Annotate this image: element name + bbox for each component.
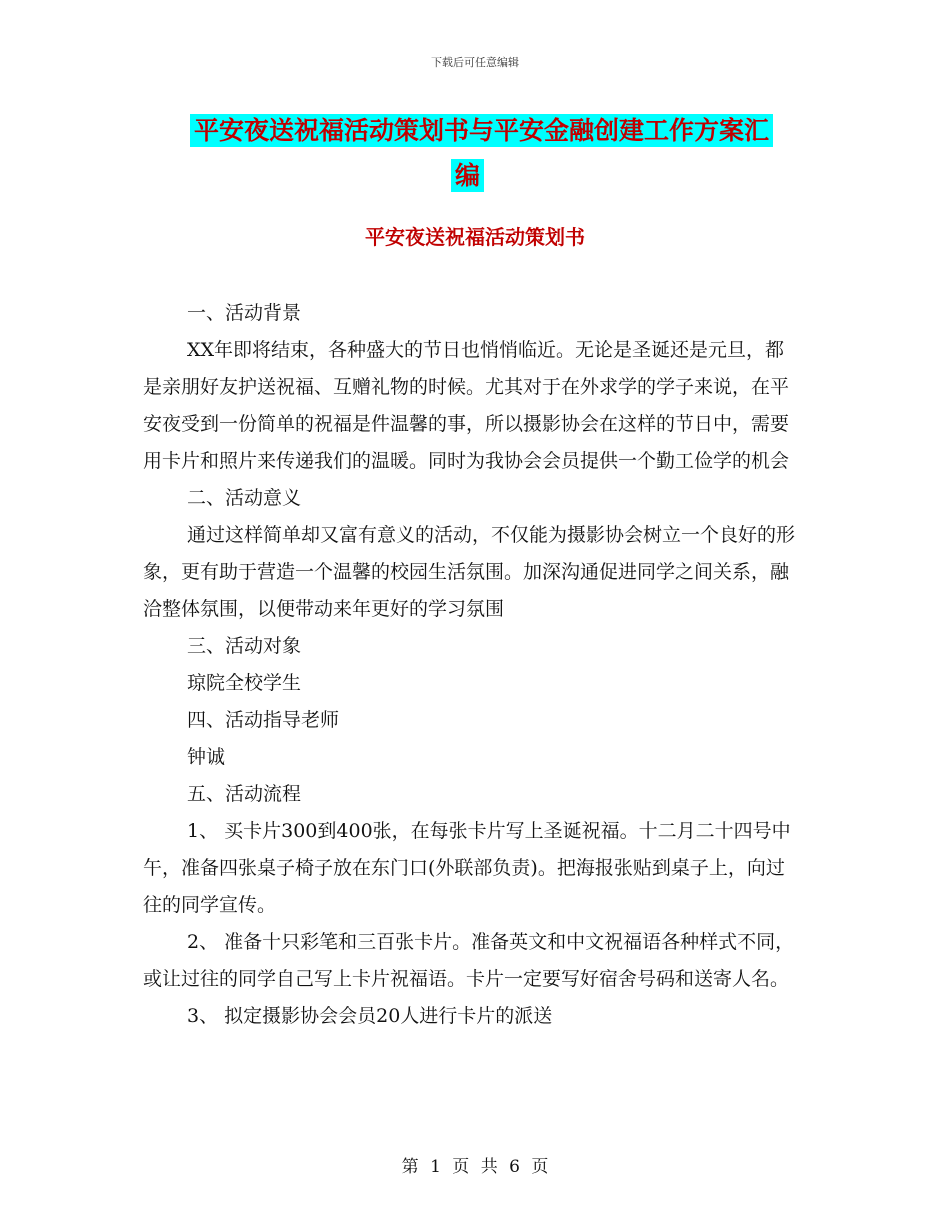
paragraph-audience: 琼院全校学生 xyxy=(187,672,302,694)
main-title-line-2: 编 xyxy=(190,153,810,198)
heading-audience: 三、活动对象 xyxy=(187,635,302,657)
section-title: 平安夜送祝福活动策划书 xyxy=(365,225,585,249)
heading-significance: 二、活动意义 xyxy=(187,487,302,509)
paragraph-advisor: 钟诚 xyxy=(187,746,226,768)
main-title xyxy=(190,108,810,198)
paragraph-significance: 通过这样简单却又富有意义的活动，不仅能为摄影协会树立一个良好的形象，更有助于营造一个温馨的校园生活氛围。加深沟通促进同学之间关系，融洽整体氛围，以便带动来年更好的学习氛围 xyxy=(143,524,796,620)
heading-process: 五、活动流程 xyxy=(187,783,302,805)
heading-advisor: 四、活动指导老师 xyxy=(187,709,340,731)
process-step-3: 3、 拟定摄影协会会员20人进行卡片的派送 xyxy=(187,1005,553,1027)
document-body xyxy=(143,295,803,1035)
process-step-1: 1、 买卡片300到400张，在每张卡片写上圣诞祝福。十二月二十四号中午，准备四张桌子椅子放在东门口(外联部负责)。把海报张贴到桌子上，向过往的同学宣传。 xyxy=(143,820,791,916)
main-title-line-1: 平安夜送祝福活动策划书与平安金融创建工作方案汇 xyxy=(190,108,810,153)
process-step-2: 2、 准备十只彩笔和三百张卡片。准备英文和中文祝福语各种样式不同，或让过往的同学自己写上卡片祝福语。卡片一定要写好宿舍号码和送寄人名。 xyxy=(143,931,795,990)
header-note: 下载后可任意编辑 xyxy=(431,56,519,69)
heading-background: 一、活动背景 xyxy=(187,302,302,324)
page-footer: 第 1 页 共 6 页 xyxy=(401,1157,549,1177)
paragraph-background: XX年即将结束，各种盛大的节日也悄悄临近。无论是圣诞还是元旦，都是亲朋好友护送祝福、互赠礼物的时候。尤其对于在外求学的学子来说，在平安夜受到一份简单的祝福是件温馨的事，所以摄影协会在这样的节日中，需要用卡片和照片来传递我们的温暖。同时为我协会会员提供一个勤工俭学的机会 xyxy=(143,339,790,472)
